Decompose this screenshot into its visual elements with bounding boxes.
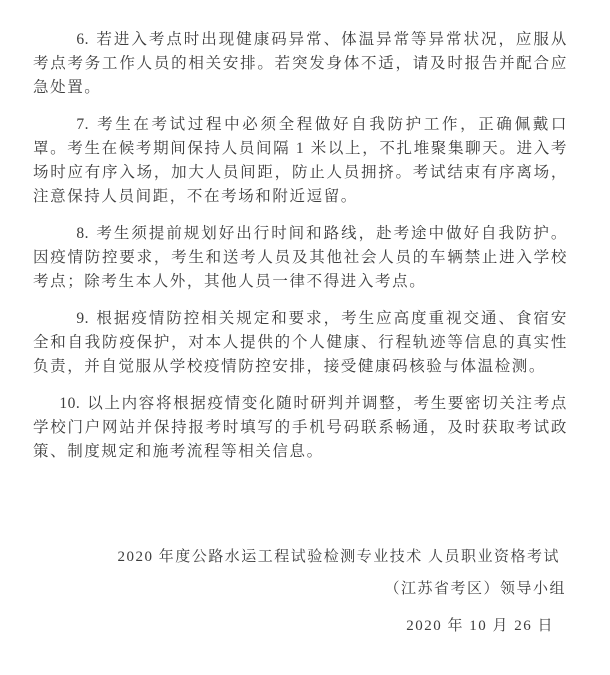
paragraph-number: 10. <box>59 395 81 412</box>
signature-organization-line1: 2020 年度公路水运工程试验检测专业技术 人员职业资格考试 <box>117 549 560 565</box>
paragraph-7 <box>33 113 568 209</box>
paragraph-text: 以上内容将根据疫情变化随时研判并调整，考生要密切关注考点学校门户网站并保持报考时填写的手机号码联系畅通，及时获取考试政策、制度规定和施考流程等相关信息。 <box>33 395 568 460</box>
paragraph-9 <box>33 307 568 379</box>
signature-date: 2020 年 10 月 26 日 <box>406 618 554 634</box>
paragraph-text: 考生在考试过程中必须全程做好自我防护工作，正确佩戴口罩。考生在候考期间保持人员间隔 1 米以上，不扎堆聚集聊天。进入考场时应有序入场，加大人员间距，防止人员拥挤。考试结束有序离场，注意保持人员间距，不在考场和附近逗留。 <box>33 116 568 205</box>
paragraph-number: 9. <box>76 310 90 327</box>
paragraph-6 <box>33 28 568 100</box>
paragraph-text: 若进入考点时出现健康码异常、体温异常等异常状况，应服从考点考务工作人员的相关安排。若突发身体不适，请及时报告并配合应急处置。 <box>33 31 568 96</box>
paragraph-8 <box>33 222 568 294</box>
signature-block <box>33 545 568 638</box>
paragraph-number: 7. <box>76 116 90 133</box>
paragraph-number: 8. <box>76 225 90 242</box>
paragraph-text: 考生须提前规划好出行时间和路线，赴考途中做好自我防护。 因疫情防控要求，考生和送考人员及其他社会人员的车辆禁止进入学校考点；除考生本人外，其他人员一律不得进入考点。 <box>33 225 568 290</box>
signature-organization-line2: （江苏省考区）领导小组 <box>384 581 566 597</box>
paragraph-text: 根据疫情防控相关规定和要求，考生应高度重视交通、食宿安全和自我防疫保护，对本人提供的个人健康、行程轨迹等信息的真实性负责，并自觉服从学校疫情防控安排，接受健康码核验与体温检测。 <box>33 310 568 375</box>
paragraph-number: 6. <box>76 31 90 48</box>
paragraph-10 <box>33 392 568 464</box>
